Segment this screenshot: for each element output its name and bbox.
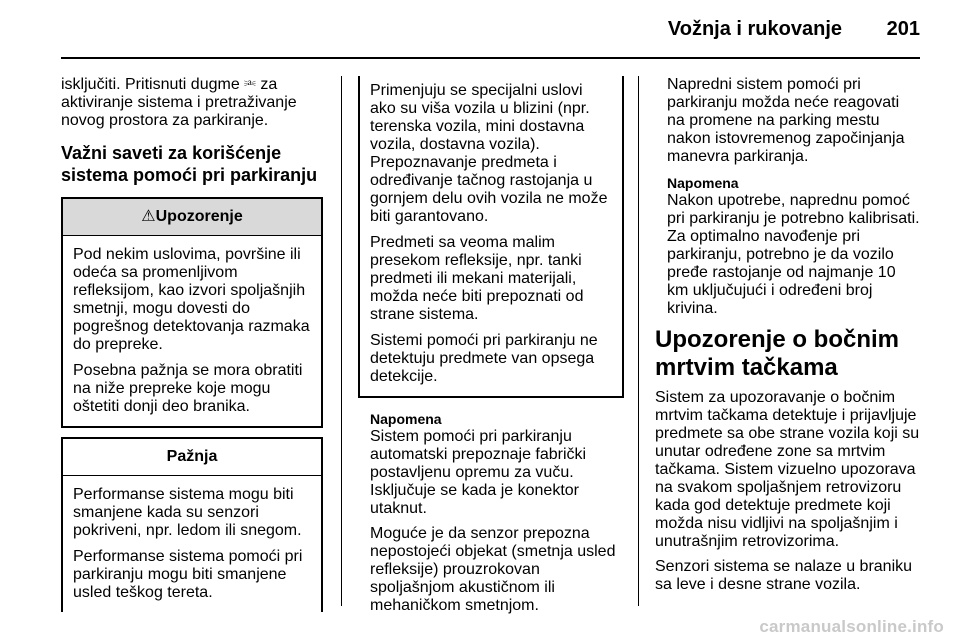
section-title: Vožnja i rukovanje [667, 18, 842, 40]
caution-paragraph-2: Performanse sistema pomoći pri parkiranju mogu biti smanjene usled teškog tereta. [73, 548, 303, 601]
caution-paragraph-1: Performanse sistema mogu biti smanjene kada su senzori pokriveni, npr. ledom ili snegom. [73, 486, 302, 539]
warning-triangle-icon: ⚠ [141, 208, 156, 225]
warning-box-continued [358, 76, 624, 398]
note-text-2: Nakon upotrebe, naprednu pomoć pri parkiranju je potrebno kalibrisati. Za optimalno navođenje pri parkiranju, potrebno je da vozilo pređe rastojanje od najmanje 10 km uključujući i određeni broj krivina. [667, 192, 920, 317]
intro-text-b: za aktiviranje sistema i pretraživanje novog prostora za parkiranje. [61, 76, 297, 129]
warning-box-title: Upozorenje [155, 208, 243, 225]
warning-box-body [63, 236, 321, 426]
advanced-parking-paragraph: Napredni sistem pomoći pri parkiranju možda neće reagovati na promene na parking mestu nakon istovremenog započinjanja manevra parkiranja. [667, 76, 905, 165]
warning-box [61, 197, 323, 428]
column-divider-2 [638, 76, 639, 606]
note-paragraph-2: Moguće je da senzor prepozna nepostojeći objekat (smetnja usled refleksije) prouzrokovan spoljašnjom akustičnom ili mehaničkom smetnjom. [370, 525, 616, 614]
header-rule [61, 57, 920, 59]
page-number: 201 [886, 18, 920, 40]
blind-spot-section [655, 326, 921, 594]
box-paragraph-3: Sistemi pomoći pri parkiranju ne detektuju predmete van opsega detekcije. [370, 332, 598, 385]
watermark: carmanualsonline.info [759, 617, 944, 636]
note-block [358, 411, 624, 615]
warning-paragraph-1: Pod nekim uslovima, površine ili odeća sa promenljivom refleksijom, kao izvori spoljašnjih smetnji, mogu dovesti do pogrešnog detektovanja razmaka do prepreke. [73, 246, 310, 353]
note-paragraph-1: Sistem pomoći pri parkiranju automatski prepoznaje fabrički postavljenu opremu za vuču. Isključuje se kada je konektor utaknut. [370, 428, 587, 517]
subheading: Važni saveti za korišćenje sistema pomoći pri parkiranju [61, 143, 318, 185]
box-paragraph-2: Predmeti sa veoma malim presekom refleksije, npr. tanki predmeti ili mekani materijali, možda neće biti prepoznati od strane sistema. [370, 234, 584, 323]
box-paragraph-1: Primenjuju se specijalni uslovi ako su viša vozila u blizini (npr. terenska vozila, mini dostavna vozila, dostavna vozila). Prepoznavanje predmeta i određivanje tačnog rastojanja u gornjem delu ovih vozila ne može biti garantovano. [370, 82, 608, 225]
caution-box-body [63, 476, 321, 612]
column-1 [61, 76, 323, 612]
column-3 [655, 76, 921, 594]
advanced-parking-block [655, 76, 921, 318]
caution-box-title: Pažnja [63, 439, 321, 476]
intro-paragraph [61, 76, 323, 130]
parking-button-icon: ⎃ [244, 77, 256, 93]
column-2 [358, 76, 624, 615]
warning-paragraph-2: Posebna pažnja se mora obratiti na niže prepreke koje mogu oštetiti donji deo branika. [73, 362, 303, 415]
warning-box-header [63, 199, 321, 236]
caution-box [61, 437, 323, 612]
column-divider-1 [341, 76, 342, 606]
warning-box-continued-body [360, 76, 622, 396]
note-heading: Napomena [370, 411, 442, 427]
intro-text-a: isključiti. Pritisnuti dugme [61, 76, 245, 93]
blind-spot-paragraph-2: Senzori sistema se nalaze u braniku sa leve i desne strane vozila. [655, 558, 913, 593]
blind-spot-paragraph-1: Sistem za upozoravanje o bočnim mrtvim tačkama detektuje i prijavljuje predmete sa obe strane vozila koji su unutar određene zone sa mrtvim tačkama. Sistem vizuelno upozorava na svakom spoljašnjem retrovizoru kada god detektuje predmete koji možda nisu vidljivi na spoljašnjim i unutrašnjim retrovizorima. [655, 389, 920, 550]
note-heading-2: Napomena [667, 175, 739, 191]
section-heading: Upozorenje o bočnim mrtvim tačkama [655, 326, 900, 381]
